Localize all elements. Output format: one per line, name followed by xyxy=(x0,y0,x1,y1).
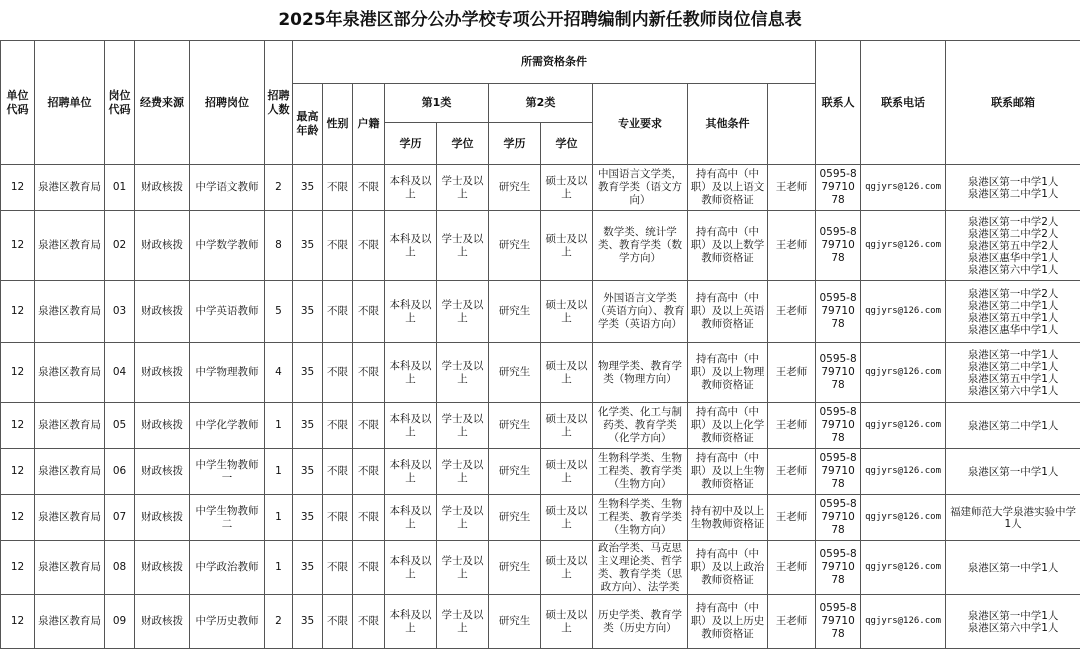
email-cell: qgjyrs@126.com xyxy=(861,165,946,211)
cat2-degree-cell: 硕士及以上 xyxy=(541,403,593,449)
unit-code-cell: 12 xyxy=(1,449,35,495)
funding-cell: 财政核拨 xyxy=(135,541,190,595)
cat1-edu-cell: 本科及以上 xyxy=(385,211,437,281)
cat2-edu-cell: 研究生 xyxy=(489,449,541,495)
phone-cell: 0595-87971078 xyxy=(816,343,861,403)
max-age-cell: 35 xyxy=(293,495,323,541)
remark-line: 泉港区第一中学1人 xyxy=(967,348,1059,361)
hukou-cell: 不限 xyxy=(353,595,385,649)
remark-line: 泉港区第一中学1人 xyxy=(967,561,1059,574)
count-cell: 2 xyxy=(265,165,293,211)
count-cell: 8 xyxy=(265,211,293,281)
major-cell: 化学类、化工与制药类、教育学类（化学方向） xyxy=(593,403,688,449)
job-table xyxy=(0,40,1080,649)
remark-line: 泉港区第一中学2人 xyxy=(967,215,1059,228)
post-code-cell: 05 xyxy=(105,403,135,449)
hukou-cell: 不限 xyxy=(353,449,385,495)
cat1-degree-cell: 学士及以上 xyxy=(437,403,489,449)
contact-cell: 王老师 xyxy=(768,281,816,343)
unit-code-cell: 12 xyxy=(1,343,35,403)
cat2-degree-cell: 硕士及以上 xyxy=(541,211,593,281)
unit-cell: 泉港区教育局 xyxy=(35,495,105,541)
contact-cell: 王老师 xyxy=(768,541,816,595)
unit-cell: 泉港区教育局 xyxy=(35,211,105,281)
remark-line: 泉港区第五中学1人 xyxy=(967,311,1059,324)
remark-line: 泉港区第二中学1人 xyxy=(967,419,1059,432)
funding-cell: 财政核拨 xyxy=(135,595,190,649)
phone-cell: 0595-87971078 xyxy=(816,403,861,449)
post-code-cell: 04 xyxy=(105,343,135,403)
cat1-degree-cell: 学士及以上 xyxy=(437,281,489,343)
cat1-edu-cell: 本科及以上 xyxy=(385,165,437,211)
col-cat2-edu: 学历 xyxy=(489,123,541,165)
contact-cell: 王老师 xyxy=(768,495,816,541)
unit-code-cell: 12 xyxy=(1,495,35,541)
table-header xyxy=(1,41,1080,165)
funding-cell: 财政核拨 xyxy=(135,343,190,403)
unit-cell: 泉港区教育局 xyxy=(35,449,105,495)
other-cell: 持有高中（中职）及以上化学教师资格证 xyxy=(688,403,768,449)
remark-cell xyxy=(946,211,1080,281)
post-code-cell: 06 xyxy=(105,449,135,495)
hukou-cell: 不限 xyxy=(353,281,385,343)
remark-cell xyxy=(946,449,1080,495)
remark-cell xyxy=(946,403,1080,449)
other-cell: 持有初中及以上生物教师资格证 xyxy=(688,495,768,541)
table-row xyxy=(1,541,1080,595)
email-cell: qgjyrs@126.com xyxy=(861,495,946,541)
col-cat2: 第2类 xyxy=(489,84,593,123)
cat1-degree-cell: 学士及以上 xyxy=(437,495,489,541)
other-cell: 持有高中（中职）及以上历史教师资格证 xyxy=(688,595,768,649)
phone-cell: 0595-87971078 xyxy=(816,281,861,343)
post-code-cell: 02 xyxy=(105,211,135,281)
cat1-degree-cell: 学士及以上 xyxy=(437,595,489,649)
hukou-cell: 不限 xyxy=(353,343,385,403)
col-contact: 联系人 xyxy=(816,41,861,165)
remark-line: 泉港区第二中学1人 xyxy=(967,360,1059,373)
funding-cell: 财政核拨 xyxy=(135,495,190,541)
col-post-code: 岗位代码 xyxy=(105,41,135,165)
phone-cell: 0595-87971078 xyxy=(816,541,861,595)
cat2-degree-cell: 硕士及以上 xyxy=(541,449,593,495)
gender-cell: 不限 xyxy=(323,211,353,281)
cat2-degree-cell: 硕士及以上 xyxy=(541,281,593,343)
hukou-cell: 不限 xyxy=(353,165,385,211)
major-cell: 中国语言文学类，教育学类（语文方向） xyxy=(593,165,688,211)
table-body xyxy=(1,165,1080,649)
email-cell: qgjyrs@126.com xyxy=(861,281,946,343)
funding-cell: 财政核拨 xyxy=(135,211,190,281)
phone-cell: 0595-87971078 xyxy=(816,495,861,541)
email-cell: qgjyrs@126.com xyxy=(861,211,946,281)
hukou-cell: 不限 xyxy=(353,541,385,595)
max-age-cell: 35 xyxy=(293,165,323,211)
gender-cell: 不限 xyxy=(323,495,353,541)
gender-cell: 不限 xyxy=(323,449,353,495)
remark-line: 泉港区惠华中学1人 xyxy=(967,251,1059,264)
table-row xyxy=(1,165,1080,211)
cat2-edu-cell: 研究生 xyxy=(489,541,541,595)
max-age-cell: 35 xyxy=(293,541,323,595)
cat1-edu-cell: 本科及以上 xyxy=(385,449,437,495)
remark-cell xyxy=(946,343,1080,403)
count-cell: 4 xyxy=(265,343,293,403)
table-row xyxy=(1,495,1080,541)
unit-code-cell: 12 xyxy=(1,281,35,343)
cat1-edu-cell: 本科及以上 xyxy=(385,403,437,449)
other-cell: 持有高中（中职）及以上数学教师资格证 xyxy=(688,211,768,281)
funding-cell: 财政核拨 xyxy=(135,165,190,211)
other-cell: 持有高中（中职）及以上政治教师资格证 xyxy=(688,541,768,595)
remark-line: 泉港区第一中学2人 xyxy=(967,287,1059,300)
max-age-cell: 35 xyxy=(293,449,323,495)
email-cell: qgjyrs@126.com xyxy=(861,541,946,595)
unit-code-cell: 12 xyxy=(1,165,35,211)
post-cell: 中学数学教师 xyxy=(190,211,265,281)
gender-cell: 不限 xyxy=(323,595,353,649)
col-cat1-degree: 学位 xyxy=(437,123,489,165)
funding-cell: 财政核拨 xyxy=(135,403,190,449)
remark-line: 泉港区第五中学2人 xyxy=(967,239,1059,252)
col-major: 专业要求 xyxy=(593,84,688,165)
unit-code-cell: 12 xyxy=(1,403,35,449)
unit-code-cell: 12 xyxy=(1,541,35,595)
major-cell: 政治学类、马克思主义理论类、哲学类、教育学类（思政方向）、法学类 xyxy=(593,541,688,595)
cat1-degree-cell: 学士及以上 xyxy=(437,449,489,495)
cat2-edu-cell: 研究生 xyxy=(489,595,541,649)
count-cell: 5 xyxy=(265,281,293,343)
remark-cell xyxy=(946,165,1080,211)
post-cell: 中学物理教师 xyxy=(190,343,265,403)
remark-cell xyxy=(946,281,1080,343)
unit-cell: 泉港区教育局 xyxy=(35,403,105,449)
funding-cell: 财政核拨 xyxy=(135,449,190,495)
cat2-edu-cell: 研究生 xyxy=(489,281,541,343)
post-cell: 中学生物教师一 xyxy=(190,449,265,495)
cat1-degree-cell: 学士及以上 xyxy=(437,165,489,211)
gender-cell: 不限 xyxy=(323,403,353,449)
hukou-cell: 不限 xyxy=(353,403,385,449)
max-age-cell: 35 xyxy=(293,343,323,403)
cat1-edu-cell: 本科及以上 xyxy=(385,541,437,595)
page-title: 2025年泉港区部分公办学校专项公开招聘编制内新任教师岗位信息表 xyxy=(278,10,802,30)
col-cat2-degree: 学位 xyxy=(541,123,593,165)
funding-cell: 财政核拨 xyxy=(135,281,190,343)
gender-cell: 不限 xyxy=(323,165,353,211)
other-cell: 持有高中（中职）及以上英语教师资格证 xyxy=(688,281,768,343)
col-unit: 招聘单位 xyxy=(35,41,105,165)
count-cell: 1 xyxy=(265,449,293,495)
contact-cell: 王老师 xyxy=(768,343,816,403)
phone-cell: 0595-87971078 xyxy=(816,211,861,281)
cat1-edu-cell: 本科及以上 xyxy=(385,595,437,649)
other-cell: 持有高中（中职）及以上物理教师资格证 xyxy=(688,343,768,403)
post-code-cell: 09 xyxy=(105,595,135,649)
col-email: 联系邮箱 xyxy=(946,41,1080,165)
col-cat1: 第1类 xyxy=(385,84,489,123)
unit-cell: 泉港区教育局 xyxy=(35,343,105,403)
remark-line: 泉港区第五中学1人 xyxy=(967,372,1059,385)
max-age-cell: 35 xyxy=(293,595,323,649)
post-cell: 中学语文教师 xyxy=(190,165,265,211)
max-age-cell: 35 xyxy=(293,211,323,281)
phone-cell: 0595-87971078 xyxy=(816,449,861,495)
post-cell: 中学政治教师 xyxy=(190,541,265,595)
contact-cell: 王老师 xyxy=(768,403,816,449)
cat2-degree-cell: 硕士及以上 xyxy=(541,495,593,541)
unit-code-cell: 12 xyxy=(1,595,35,649)
cat1-degree-cell: 学士及以上 xyxy=(437,541,489,595)
post-cell: 中学化学教师 xyxy=(190,403,265,449)
cat2-edu-cell: 研究生 xyxy=(489,211,541,281)
remark-line: 泉港区第二中学2人 xyxy=(967,227,1059,240)
post-code-cell: 07 xyxy=(105,495,135,541)
remark-line: 泉港区第一中学1人 xyxy=(967,609,1059,622)
col-max-age: 最高年龄 xyxy=(293,84,323,165)
remark-line: 泉港区第二中学1人 xyxy=(967,299,1059,312)
col-qualifications: 所需资格条件 xyxy=(293,41,816,84)
hukou-cell: 不限 xyxy=(353,211,385,281)
count-cell: 1 xyxy=(265,495,293,541)
contact-cell: 王老师 xyxy=(768,449,816,495)
table-row xyxy=(1,281,1080,343)
post-code-cell: 01 xyxy=(105,165,135,211)
col-other: 其他条件 xyxy=(688,84,768,165)
major-cell: 物理学类、教育学类（物理方向） xyxy=(593,343,688,403)
cat1-degree-cell: 学士及以上 xyxy=(437,211,489,281)
email-cell: qgjyrs@126.com xyxy=(861,343,946,403)
other-cell: 持有高中（中职）及以上生物教师资格证 xyxy=(688,449,768,495)
table-row xyxy=(1,343,1080,403)
col-cat1-edu: 学历 xyxy=(385,123,437,165)
email-cell: qgjyrs@126.com xyxy=(861,595,946,649)
major-cell: 历史学类、教育学类（历史方向） xyxy=(593,595,688,649)
col-count: 招聘人数 xyxy=(265,41,293,165)
col-phone: 联系电话 xyxy=(861,41,946,165)
cat1-degree-cell: 学士及以上 xyxy=(437,343,489,403)
cat2-degree-cell: 硕士及以上 xyxy=(541,343,593,403)
count-cell: 2 xyxy=(265,595,293,649)
cat1-edu-cell: 本科及以上 xyxy=(385,281,437,343)
post-cell: 中学英语教师 xyxy=(190,281,265,343)
remark-line: 泉港区第六中学1人 xyxy=(967,384,1059,397)
major-cell: 外国语言文学类（英语方向）、教育学类（英语方向） xyxy=(593,281,688,343)
remark-line: 泉港区第六中学1人 xyxy=(967,621,1059,634)
gender-cell: 不限 xyxy=(323,281,353,343)
remark-line: 泉港区第二中学1人 xyxy=(967,187,1059,200)
remark-line: 泉港区第一中学1人 xyxy=(967,465,1059,478)
cat2-degree-cell: 硕士及以上 xyxy=(541,165,593,211)
unit-cell: 泉港区教育局 xyxy=(35,541,105,595)
cat1-edu-cell: 本科及以上 xyxy=(385,343,437,403)
contact-cell: 王老师 xyxy=(768,595,816,649)
table-row xyxy=(1,595,1080,649)
unit-cell: 泉港区教育局 xyxy=(35,165,105,211)
post-code-cell: 08 xyxy=(105,541,135,595)
col-hukou: 户籍 xyxy=(353,84,385,165)
cat2-edu-cell: 研究生 xyxy=(489,403,541,449)
post-code-cell: 03 xyxy=(105,281,135,343)
post-cell: 中学历史教师 xyxy=(190,595,265,649)
post-cell: 中学生物教师二 xyxy=(190,495,265,541)
email-cell: qgjyrs@126.com xyxy=(861,403,946,449)
email-cell: qgjyrs@126.com xyxy=(861,449,946,495)
max-age-cell: 35 xyxy=(293,281,323,343)
phone-cell: 0595-87971078 xyxy=(816,165,861,211)
remark-line: 泉港区惠华中学1人 xyxy=(967,323,1059,336)
cat2-edu-cell: 研究生 xyxy=(489,495,541,541)
other-cell: 持有高中（中职）及以上语文教师资格证 xyxy=(688,165,768,211)
unit-cell: 泉港区教育局 xyxy=(35,281,105,343)
unit-code-cell: 12 xyxy=(1,211,35,281)
remark-cell xyxy=(946,495,1080,541)
table-row xyxy=(1,403,1080,449)
gender-cell: 不限 xyxy=(323,343,353,403)
remark-cell xyxy=(946,595,1080,649)
col-post: 招聘岗位 xyxy=(190,41,265,165)
gender-cell: 不限 xyxy=(323,541,353,595)
max-age-cell: 35 xyxy=(293,403,323,449)
col-unit-code: 单位代码 xyxy=(1,41,35,165)
phone-cell: 0595-87971078 xyxy=(816,595,861,649)
table-row xyxy=(1,211,1080,281)
cat2-edu-cell: 研究生 xyxy=(489,165,541,211)
cat2-edu-cell: 研究生 xyxy=(489,343,541,403)
remark-line: 泉港区第一中学1人 xyxy=(967,175,1059,188)
unit-cell: 泉港区教育局 xyxy=(35,595,105,649)
cat2-degree-cell: 硕士及以上 xyxy=(541,541,593,595)
contact-cell: 王老师 xyxy=(768,211,816,281)
table-row xyxy=(1,449,1080,495)
contact-cell: 王老师 xyxy=(768,165,816,211)
cat2-degree-cell: 硕士及以上 xyxy=(541,595,593,649)
remark-cell xyxy=(946,541,1080,595)
major-cell: 数学类、统计学类、教育学类（数学方向） xyxy=(593,211,688,281)
major-cell: 生物科学类、生物工程类、教育学类（生物方向） xyxy=(593,495,688,541)
count-cell: 1 xyxy=(265,403,293,449)
count-cell: 1 xyxy=(265,541,293,595)
major-cell: 生物科学类、生物工程类、教育学类（生物方向） xyxy=(593,449,688,495)
hukou-cell: 不限 xyxy=(353,495,385,541)
col-funding: 经费来源 xyxy=(135,41,190,165)
remark-line: 泉港区第六中学1人 xyxy=(967,263,1059,276)
col-gender: 性别 xyxy=(323,84,353,165)
cat1-edu-cell: 本科及以上 xyxy=(385,495,437,541)
remark-line: 福建师范大学泉港实验中学1人 xyxy=(950,505,1077,530)
